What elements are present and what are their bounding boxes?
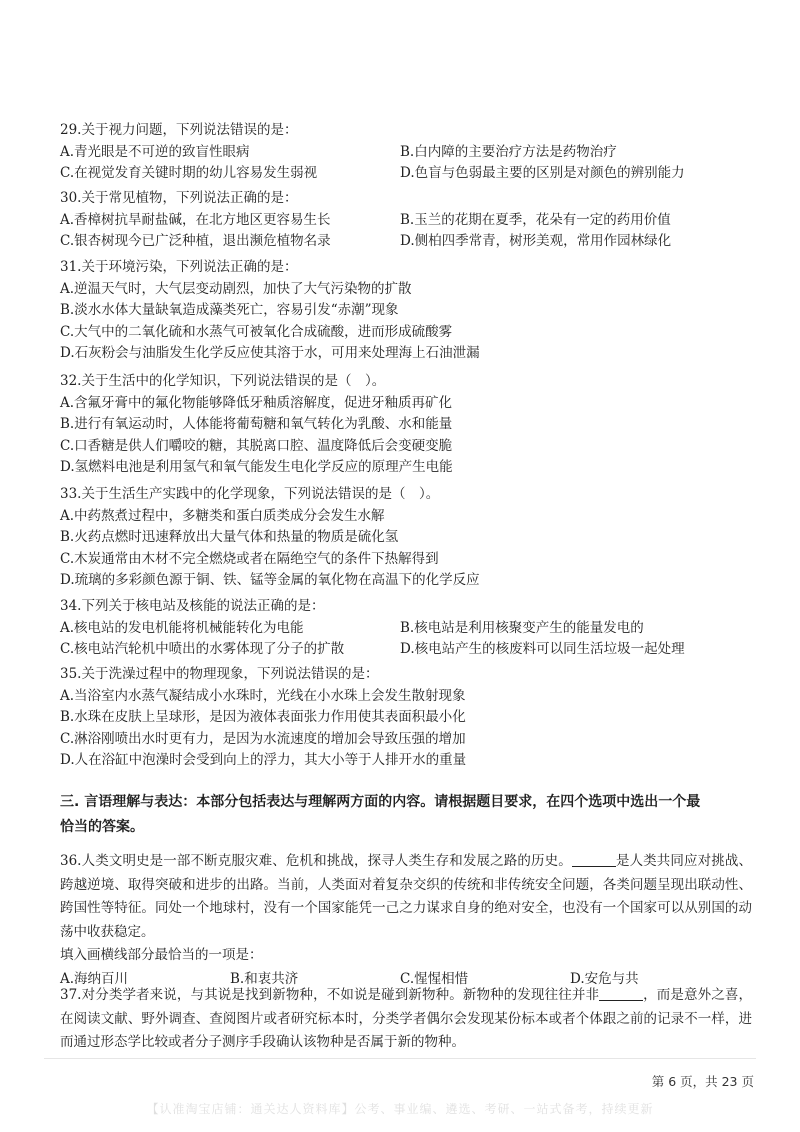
option-a: A.含氟牙膏中的氟化物能够降低牙釉质溶解度，促进牙釉质再矿化 [60, 394, 453, 411]
option-b: B.核电站是利用核聚变产生的能量发电的 [400, 619, 644, 636]
option-c: C.在视觉发育关键时期的幼儿容易发生弱视 [60, 165, 318, 181]
option-d: D.侧柏四季常青，树形美观，常用作园林绿化 [400, 233, 672, 249]
option-d: D.核电站产生的核废料可以同生活垃圾一起处理 [400, 641, 685, 657]
passage-rest: 是人类共同应对挑战、跨越逆境、取得突破和进步的出路。当前，人类面对着复杂交织的传统和非传统安全问题，各类问题呈现出联动性、跨国性等特征。同处一个地球村，没有一个国家能凭一己之力谋求自身的绝对安全，也没有一个国家可以从别国的动荡中收获稳定。 [60, 853, 753, 940]
question-stem: 32.关于生活中的化学知识，下列说法错误的是（ ）。 [60, 373, 386, 389]
option-d: D.氢燃料电池是利用氢气和氧气能发生电化学反应的原理产生电能 [60, 459, 453, 475]
option-d: D.琉璃的多彩颜色源于铜、铁、锰等金属的氧化物在高温下的化学反应 [60, 572, 480, 588]
option-b: B.火药点燃时迅速释放出大量气体和热量的物质是硫化氢 [60, 529, 399, 545]
option-a: A.核电站的发电机能将机械能转化为电能 [60, 619, 304, 636]
option-a: A.青光眼是不可逆的致盲性眼病 [60, 143, 250, 160]
answer-blank [599, 986, 643, 1001]
question-stem: 30.关于常见植物，下列说法正确的是： [60, 190, 298, 206]
question-30 [60, 188, 750, 253]
question-stem: 35.关于洗澡过程中的物理现象，下列说法错误的是： [60, 666, 379, 682]
answer-blank [572, 852, 616, 867]
question-37 [60, 984, 752, 1055]
option-c: C.淋浴刚喷出水时更有力，是因为水流速度的增加会导致压强的增加 [60, 730, 466, 747]
option-d: D.人在浴缸中泡澡时会受到向上的浮力，其大小等于人排开水的重量 [60, 752, 467, 768]
option-b: B.水珠在皮肤上呈球形，是因为液体表面张力作用使其表面积最小化 [60, 709, 466, 725]
option-b: B.进行有氧运动时，人体能将葡萄糖和氧气转化为乳酸、水和能量 [60, 416, 453, 432]
option-a: A.海纳百川 [60, 970, 129, 987]
option-c: C.木炭通常由木材不完全燃烧或者在隔绝空气的条件下热解得到 [60, 550, 439, 567]
passage-rest: ，而是意外之喜，在阅读文献、野外调查、查阅图片或者研究标本时，分类学者偶尔会发现某份标本或者个体跟之前的记录不一样，进而通过形态学比较或者分子测序手段确认该物种是否属于新的物种。 [60, 987, 753, 1050]
question-29 [60, 120, 750, 185]
watermark: 【认准淘宝店铺：通关达人资料库】公考、事业编、遴选、考研、一站式备考，持续更新 [146, 1102, 654, 1116]
question-35 [60, 664, 750, 772]
option-c: C.银杏树现今已广泛种植，退出濒危植物名录 [60, 233, 331, 249]
option-a: A.逆温天气时，大气层变动剧烈，加快了大气污染物的扩散 [60, 280, 412, 297]
question-passage [60, 850, 752, 944]
option-c: C.大气中的二氧化硫和水蒸气可被氧化合成硫酸，进而形成硫酸雾 [60, 323, 453, 340]
question-stem: 34.下列关于核电站及核能的说法正确的是： [60, 598, 325, 614]
question-stem: 31.关于环境污染，下列说法正确的是： [60, 259, 298, 275]
section-heading-line2: 恰当的答案。 [60, 819, 144, 835]
option-c: C.核电站汽轮机中喷出的水雾体现了分子的扩散 [60, 641, 345, 657]
question-31 [60, 257, 750, 365]
question-34 [60, 596, 750, 661]
option-b: B.玉兰的花期在夏季，花朵有一定的药用价值 [400, 211, 671, 228]
option-a: A.当浴室内水蒸气凝结成小水珠时，光线在小水珠上会发生散射现象 [60, 687, 466, 704]
option-c: C.口香糖是供人们嚼咬的糖，其脱离口腔、温度降低后会变硬变脆 [60, 437, 453, 454]
option-d: D.色盲与色弱最主要的区别是对颜色的辨别能力 [400, 165, 685, 181]
section-heading-line1: 三. 言语理解与表达：本部分包括表达与理解两方面的内容。请根据题目要求，在四个选项中选出一个最 [60, 794, 701, 810]
passage-start: 37.对分类学者来说，与其说是找到新物种，不如说是碰到新物种。新物种的发现往往并非 [60, 987, 600, 1003]
passage-start: 36.人类文明史是一部不断克服灾难、危机和挑战，探寻人类生存和发展之路的历史。 [60, 853, 572, 869]
footer-divider [44, 1058, 756, 1059]
question-33 [60, 484, 750, 592]
question-32 [60, 371, 750, 479]
option-a: A.中药熬煮过程中，多糖类和蛋白质类成分会发生水解 [60, 507, 385, 524]
option-c: C.惺惺相惜 [400, 970, 469, 987]
question-prompt: 填入画横线部分最恰当的一项是： [60, 947, 263, 963]
question-36 [60, 850, 752, 991]
question-stem: 29.关于视力问题，下列说法错误的是： [60, 122, 298, 138]
option-b: B.和衷共济 [230, 970, 299, 987]
option-a: A.香樟树抗旱耐盐碱，在北方地区更容易生长 [60, 211, 331, 228]
option-d: D.安危与共 [570, 970, 639, 987]
question-stem: 33.关于生活生产实践中的化学现象，下列说法错误的是（ ）。 [60, 486, 440, 502]
option-d: D.石灰粉会与油脂发生化学反应使其溶于水，可用来处理海上石油泄漏 [60, 345, 480, 361]
option-b: B.淡水水体大量缺氧造成藻类死亡，容易引发“赤潮”现象 [60, 302, 399, 318]
page-number: 第 6 页，共 23 页 [651, 1074, 754, 1089]
option-b: B.白内障的主要治疗方法是药物治疗 [400, 143, 617, 160]
section-3-heading [60, 790, 760, 840]
